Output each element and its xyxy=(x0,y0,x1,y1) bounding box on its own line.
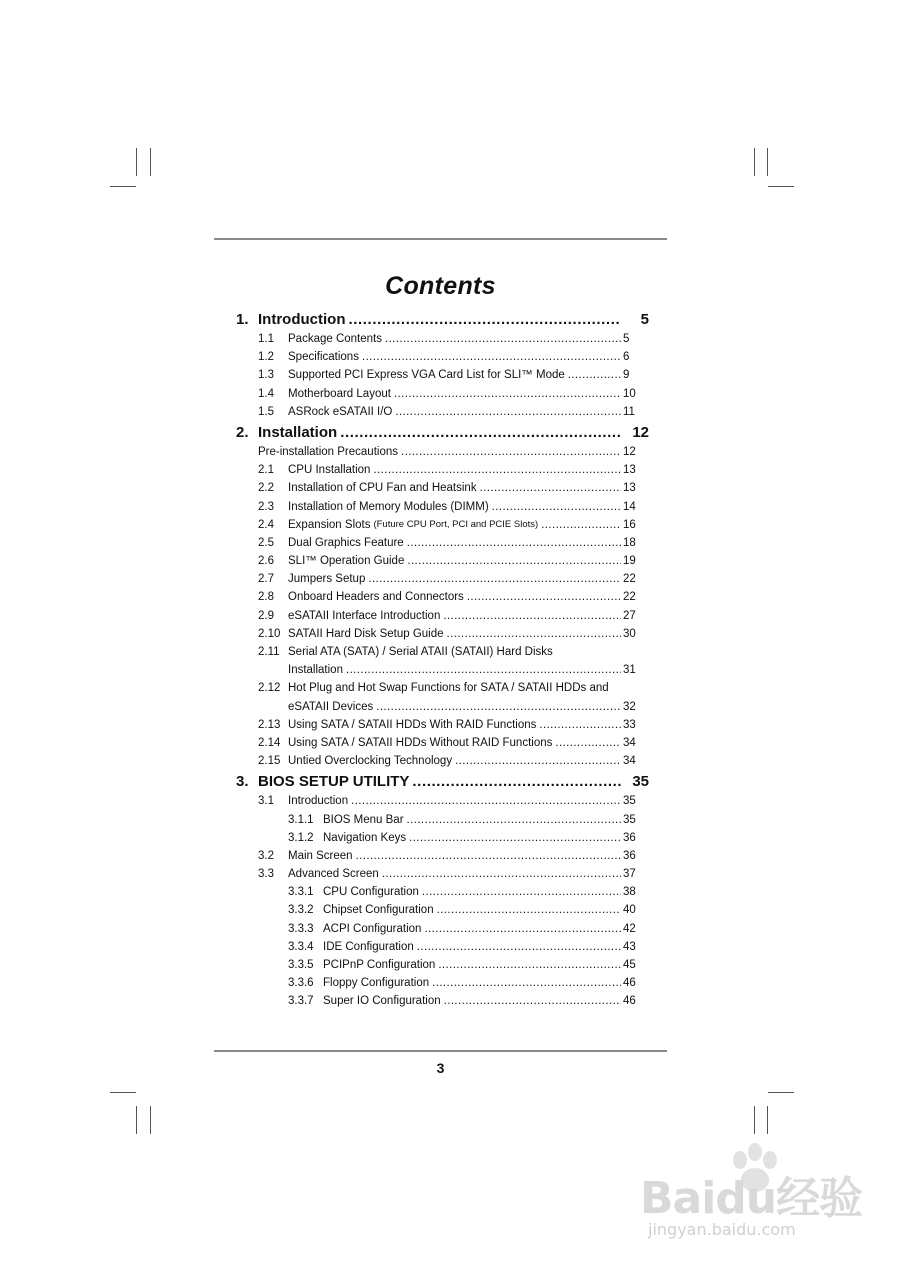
toc-label: IDE Configuration xyxy=(323,940,414,953)
toc-entry xyxy=(236,625,649,643)
crop-mark xyxy=(110,186,136,187)
toc-page-number: 33 xyxy=(623,718,636,731)
toc-entry xyxy=(236,552,649,570)
page-title: Contents xyxy=(385,272,496,300)
toc-entry xyxy=(236,974,649,992)
toc-label: Supported PCI Express VGA Card List for SLI™ Mode xyxy=(288,369,565,382)
watermark-text: Baidu经验 xyxy=(640,1173,863,1224)
toc-entry xyxy=(236,643,649,661)
toc-label: Dual Graphics Feature xyxy=(288,536,404,549)
toc-number: 1.4 xyxy=(258,387,274,400)
toc-leader-dots xyxy=(422,883,621,901)
toc-page-number: 13 xyxy=(623,482,636,495)
toc-number: 2.10 xyxy=(258,627,281,640)
toc-leader-dots xyxy=(437,901,621,919)
toc-number: 3.3.5 xyxy=(288,959,314,971)
toc-entry xyxy=(236,865,649,883)
toc-number: 2.2 xyxy=(258,482,274,495)
toc-leader-dots xyxy=(432,974,621,992)
toc-chapter xyxy=(236,422,649,443)
toc-page-number: 35 xyxy=(623,795,636,808)
toc-number: 2. xyxy=(236,423,249,441)
toc-leader-dots xyxy=(348,309,621,330)
toc-leader-dots xyxy=(409,829,621,847)
toc-leader-dots xyxy=(492,498,621,516)
toc-leader-dots xyxy=(368,570,621,588)
toc-label: Advanced Screen xyxy=(288,868,379,881)
toc-number: 2.14 xyxy=(258,736,281,749)
toc-page-number: 12 xyxy=(623,445,636,458)
toc-number: 1.3 xyxy=(258,369,274,382)
toc-leader-dots xyxy=(362,348,621,366)
toc-page-number: 38 xyxy=(623,886,636,899)
crop-mark xyxy=(754,1106,755,1134)
toc-label: Pre-installation Precautions xyxy=(258,445,398,458)
toc-label: ASRock eSATAII I/O xyxy=(288,405,393,418)
toc-entry xyxy=(236,385,649,403)
toc-leader-dots xyxy=(385,330,621,348)
toc-number: 3.2 xyxy=(258,849,274,862)
toc-entry xyxy=(236,588,649,606)
toc-leader-dots xyxy=(340,422,621,443)
toc-leader-dots xyxy=(480,479,621,497)
toc-page-number: 6 xyxy=(623,351,630,364)
toc-label: Package Contents xyxy=(288,333,382,345)
crop-mark xyxy=(136,148,137,176)
toc-label: Onboard Headers and Connectors xyxy=(288,591,464,604)
toc-number: 2.13 xyxy=(258,718,281,731)
toc-page-number: 35 xyxy=(632,773,649,791)
crop-mark xyxy=(767,1106,768,1134)
toc-entry xyxy=(236,956,649,974)
toc-leader-dots xyxy=(555,734,621,752)
crop-mark xyxy=(767,148,768,176)
toc-number: 3.1.2 xyxy=(288,831,314,844)
toc-leader-dots xyxy=(346,661,621,679)
toc-page-number: 9 xyxy=(623,369,630,382)
toc-entry xyxy=(236,443,649,461)
toc-leader-dots xyxy=(412,771,621,792)
page-number: 3 xyxy=(436,1060,445,1076)
toc-label: Specifications xyxy=(288,351,359,364)
toc-label: Expansion Slots xyxy=(288,518,371,531)
toc-page-number: 18 xyxy=(623,536,636,549)
toc-entry xyxy=(236,829,649,847)
toc-label: Jumpers Setup xyxy=(288,573,366,586)
toc-number: 1.1 xyxy=(258,333,274,345)
toc-entry xyxy=(236,498,649,516)
toc-page-number: 34 xyxy=(623,736,636,749)
toc-page-number: 22 xyxy=(623,573,636,586)
toc-chapter xyxy=(236,771,649,792)
toc-leader-dots xyxy=(376,698,621,716)
toc-label: Motherboard Layout xyxy=(288,387,391,400)
bottom-rule xyxy=(214,1050,667,1052)
toc-number: 2.12 xyxy=(258,682,281,695)
toc-leader-dots xyxy=(407,552,621,570)
toc-entry xyxy=(236,920,649,938)
watermark xyxy=(640,1140,870,1260)
toc-label: Chipset Configuration xyxy=(323,904,434,917)
crop-mark xyxy=(754,148,755,176)
toc-page-number: 45 xyxy=(623,959,636,971)
toc-page-number: 5 xyxy=(640,311,649,328)
toc-number: 2.15 xyxy=(258,755,281,768)
toc-label: Installation of CPU Fan and Heatsink xyxy=(288,482,477,495)
toc-entry xyxy=(236,883,649,901)
toc-entry xyxy=(236,792,649,810)
toc-page-number: 30 xyxy=(623,627,636,640)
toc-number: 3.3.4 xyxy=(288,940,314,953)
toc-page-number: 32 xyxy=(623,700,636,713)
toc-entry xyxy=(236,901,649,919)
toc-page-number: 11 xyxy=(623,405,635,418)
toc-leader-dots xyxy=(373,461,621,479)
toc-label: Installation xyxy=(258,423,338,441)
toc-label: SLI™ Operation Guide xyxy=(288,555,405,568)
toc-number: 3.1.1 xyxy=(288,813,314,826)
toc-number: 1. xyxy=(236,311,249,328)
toc-page-number: 19 xyxy=(623,555,636,568)
toc-entry xyxy=(236,847,649,865)
toc-entry xyxy=(236,811,649,829)
toc-label: BIOS SETUP UTILITY xyxy=(258,773,410,791)
toc-number: 2.7 xyxy=(258,573,274,586)
toc-entry xyxy=(236,461,649,479)
toc-label: Introduction xyxy=(288,795,349,808)
toc-number: 1.5 xyxy=(258,405,274,418)
toc-leader-dots xyxy=(395,403,621,421)
toc-leader-dots xyxy=(444,992,621,1010)
toc-entry xyxy=(236,607,649,625)
toc-number: 3.3.3 xyxy=(288,922,314,935)
toc-number: 3.3.6 xyxy=(288,977,314,990)
toc-number: 3.3.2 xyxy=(288,904,314,917)
toc-label: Serial ATA (SATA) / Serial ATAII (SATAII) Hard Disks xyxy=(288,646,553,658)
toc-leader-dots xyxy=(424,920,621,938)
toc-leader-dots xyxy=(568,366,621,384)
toc-label: BIOS Menu Bar xyxy=(323,813,404,826)
toc-label: Super IO Configuration xyxy=(323,995,441,1008)
toc-label: Main Screen xyxy=(288,849,353,862)
toc-number: 3.3.7 xyxy=(288,995,314,1008)
toc-leader-dots xyxy=(394,385,621,403)
toc-leader-dots xyxy=(407,811,621,829)
toc-entry xyxy=(236,698,649,716)
toc-label: Floppy Configuration xyxy=(323,977,430,990)
crop-mark xyxy=(768,186,794,187)
toc-page-number: 31 xyxy=(623,664,636,677)
toc-leader-dots xyxy=(443,607,621,625)
toc-page-number: 46 xyxy=(623,995,636,1008)
toc-leader-dots xyxy=(438,956,621,974)
toc-page-number: 37 xyxy=(623,868,636,881)
toc-entry xyxy=(236,479,649,497)
toc-page-number: 22 xyxy=(623,591,636,604)
toc-entry xyxy=(236,992,649,1010)
toc-label: Using SATA / SATAII HDDs Without RAID Functions xyxy=(288,736,553,749)
toc-label: CPU Configuration xyxy=(323,886,419,899)
toc-number: 3.3 xyxy=(258,868,274,881)
toc-number: 3.1 xyxy=(258,795,274,808)
toc-page-number: 14 xyxy=(623,500,636,513)
toc-page-number: 12 xyxy=(632,423,649,441)
toc-page-number: 36 xyxy=(623,849,636,862)
toc-label: Untied Overclocking Technology xyxy=(288,755,453,768)
toc-entry xyxy=(236,516,649,534)
toc-leader-dots xyxy=(541,516,621,534)
toc-number: 2.1 xyxy=(258,464,274,477)
toc-page-number: 27 xyxy=(623,609,636,622)
toc-page-number: 46 xyxy=(623,977,636,990)
toc-entry xyxy=(236,366,649,384)
toc-leader-dots xyxy=(447,625,621,643)
toc-page-number: 16 xyxy=(623,518,636,531)
toc-entry xyxy=(236,661,649,679)
toc-label: PCIPnP Configuration xyxy=(323,959,436,971)
toc-number: 2.3 xyxy=(258,500,274,513)
toc-entry xyxy=(236,679,649,697)
toc-page-number: 36 xyxy=(623,831,636,844)
toc-label: Installation of Memory Modules (DIMM) xyxy=(288,500,489,513)
toc-entry xyxy=(236,938,649,956)
toc-label: eSATAII Devices xyxy=(288,700,374,713)
toc-page-number: 35 xyxy=(623,813,636,826)
toc-chapter xyxy=(236,309,649,330)
crop-mark xyxy=(768,1092,794,1093)
toc-page-number: 5 xyxy=(623,333,630,345)
toc-label: eSATAII Interface Introduction xyxy=(288,609,441,622)
toc-label: CPU Installation xyxy=(288,464,371,477)
toc-number: 2.5 xyxy=(258,536,274,549)
toc-leader-dots xyxy=(356,847,621,865)
toc-label-note: (Future CPU Port, PCI and PCIE Slots) xyxy=(373,518,539,530)
toc-label: SATAII Hard Disk Setup Guide xyxy=(288,627,444,640)
toc-number: 2.11 xyxy=(258,646,280,658)
crop-mark xyxy=(136,1106,137,1134)
crop-mark xyxy=(150,148,151,176)
toc-entry xyxy=(236,752,649,770)
toc-page-number: 42 xyxy=(623,922,636,935)
toc-page-number: 13 xyxy=(623,464,636,477)
table-of-contents xyxy=(236,308,649,1011)
toc-number: 2.8 xyxy=(258,591,274,604)
toc-label: Navigation Keys xyxy=(323,831,407,844)
toc-label: Using SATA / SATAII HDDs With RAID Functions xyxy=(288,718,537,731)
toc-leader-dots xyxy=(401,443,621,461)
toc-leader-dots xyxy=(417,938,621,956)
toc-entry xyxy=(236,570,649,588)
toc-label: Hot Plug and Hot Swap Functions for SATA / SATAII HDDs and xyxy=(288,682,609,695)
toc-label: Installation xyxy=(288,664,343,677)
toc-page-number: 40 xyxy=(623,904,636,917)
toc-label: Introduction xyxy=(258,311,346,328)
toc-entry xyxy=(236,534,649,552)
toc-leader-dots xyxy=(467,588,621,606)
toc-number: 2.6 xyxy=(258,555,274,568)
toc-leader-dots xyxy=(407,534,621,552)
toc-page-number: 43 xyxy=(623,940,636,953)
toc-number: 1.2 xyxy=(258,351,274,364)
crop-mark xyxy=(150,1106,151,1134)
toc-number: 3. xyxy=(236,773,249,791)
toc-leader-dots xyxy=(455,752,621,770)
toc-entry xyxy=(236,330,649,348)
toc-page-number: 10 xyxy=(623,387,636,400)
toc-number: 3.3.1 xyxy=(288,886,314,899)
top-rule xyxy=(214,238,667,240)
toc-number: 2.4 xyxy=(258,518,274,531)
toc-leader-dots xyxy=(382,865,621,883)
toc-leader-dots xyxy=(539,716,621,734)
toc-entry xyxy=(236,348,649,366)
toc-entry xyxy=(236,403,649,421)
watermark-url: jingyan.baidu.com xyxy=(648,1220,796,1239)
toc-entry xyxy=(236,716,649,734)
toc-page-number: 34 xyxy=(623,755,636,768)
toc-label: ACPI Configuration xyxy=(323,922,422,935)
toc-leader-dots xyxy=(351,792,621,810)
toc-number: 2.9 xyxy=(258,609,274,622)
toc-entry xyxy=(236,734,649,752)
crop-mark xyxy=(110,1092,136,1093)
